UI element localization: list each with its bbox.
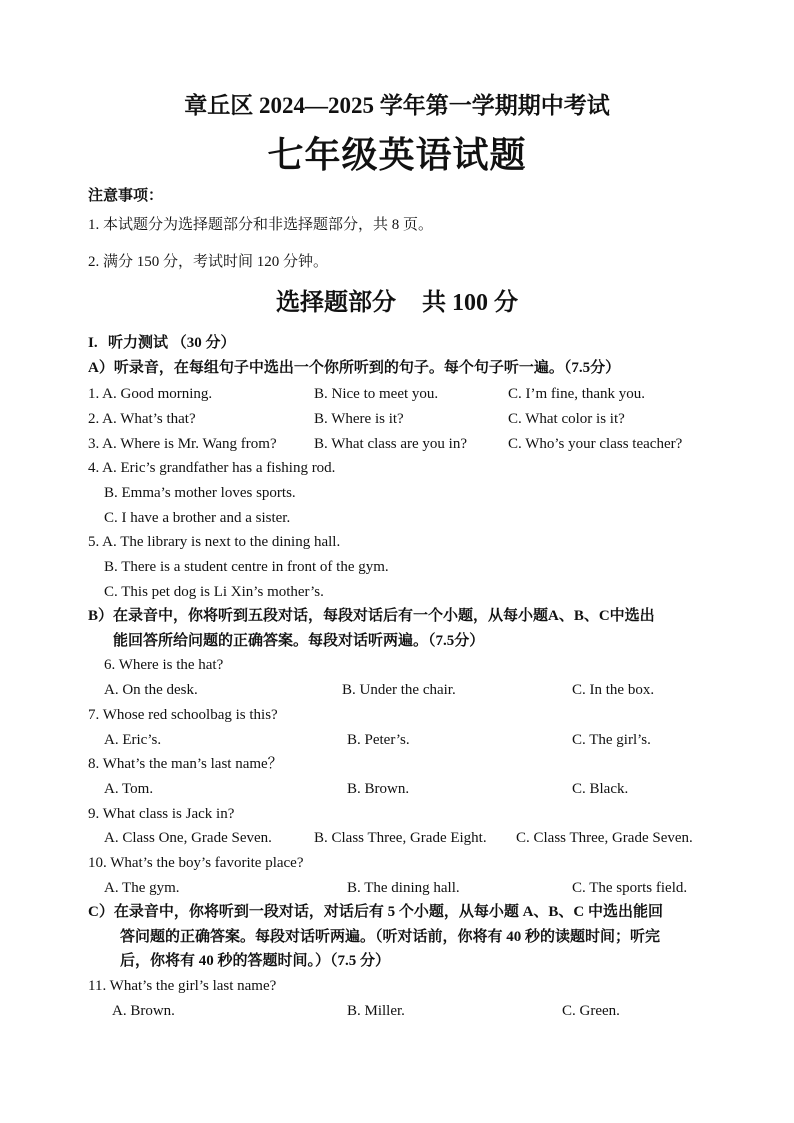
partB-instruction-line1: B）在录音中，你将听到五段对话，每段对话后有一个小题，从每小题A、B、C中选出	[88, 608, 655, 624]
partC-instruction-line3: 后，你将有 40 秒的答题时间。）（7.5 分）	[120, 953, 391, 969]
q3-option-c: C. Who’s your class teacher?	[508, 436, 683, 452]
part1-title: 听力测试 （30 分）	[108, 335, 236, 351]
subject-title: 七年级英语试题	[267, 135, 527, 175]
q3-option-b: B. What class are you in?	[314, 436, 468, 452]
q4-option-b: B. Emma’s mother loves sports.	[104, 485, 296, 501]
q1-option-c: C. I’m fine, thank you.	[508, 386, 646, 402]
q7-option-c: C. The girl’s.	[572, 732, 651, 748]
section-title-part: 选择题部分	[276, 290, 396, 316]
q9-option-a: A. Class One, Grade Seven.	[104, 830, 272, 846]
q6-option-b: B. Under the chair.	[342, 682, 456, 698]
partC-instruction-line2: 答问题的正确答案。每段对话听两遍。（听对话前，你将有 40 秒的读题时间；听完	[120, 929, 661, 945]
q11-option-b: B. Miller.	[347, 1003, 405, 1019]
q4-option-c: C. I have a brother and a sister.	[104, 510, 291, 526]
q2-option-b: B. Where is it?	[314, 411, 404, 427]
q8-option-b: B. Brown.	[347, 781, 410, 797]
q2-option-a: 2. A. What’s that?	[88, 411, 196, 427]
q11-option-c: C. Green.	[562, 1003, 620, 1019]
q10-option-c: C. The sports field.	[572, 880, 688, 896]
q9-stem: 9. What class is Jack in?	[88, 806, 235, 822]
q4-option-a: 4. A. Eric’s grandfather has a fishing rod.	[88, 460, 336, 476]
partA-instruction: A）听录音，在每组句子中选出一个你所听到的句子。每个句子听一遍。（7.5分）	[88, 360, 621, 376]
notes-heading: 注意事项：	[88, 188, 164, 204]
q10-stem: 10. What’s the boy’s favorite place?	[88, 855, 304, 871]
q6-option-c: C. In the box.	[572, 682, 655, 698]
notes-item-1: 1. 本试题分为选择题部分和非选择题部分，共 8 页。	[88, 217, 434, 233]
q5-option-b: B. There is a student centre in front of the gym.	[104, 559, 389, 575]
q3-option-a: 3. A. Where is Mr. Wang from?	[88, 436, 277, 452]
q8-option-c: C. Black.	[572, 781, 629, 797]
q11-stem: 11. What’s the girl’s last name?	[88, 978, 277, 994]
q8-option-a: A. Tom.	[104, 781, 154, 797]
q5-option-c: C. This pet dog is Li Xin’s mother’s.	[104, 584, 324, 600]
q9-option-c: C. Class Three, Grade Seven.	[516, 830, 693, 846]
q10-option-b: B. The dining hall.	[347, 880, 460, 896]
q9-option-b: B. Class Three, Grade Eight.	[314, 830, 487, 846]
partC-instruction-line1: C）在录音中，你将听到一段对话，对话后有 5 个小题，从每小题 A、B、C 中选出能回	[88, 904, 664, 920]
q10-option-a: A. The gym.	[104, 880, 180, 896]
q2-option-c: C. What color is it?	[508, 411, 625, 427]
q1-option-b: B. Nice to meet you.	[314, 386, 439, 402]
section-title-score: 共 100 分	[422, 290, 518, 316]
q7-option-b: B. Peter’s.	[347, 732, 410, 748]
exam-title: 章丘区 2024—2025 学年第一学期期中考试	[184, 93, 610, 118]
q7-stem: 7. Whose red schoolbag is this?	[88, 707, 278, 723]
q1-option-a: 1. A. Good morning.	[88, 386, 213, 402]
section-title	[0, 288, 794, 318]
notes-item-2: 2. 满分 150 分，考试时间 120 分钟。	[88, 254, 329, 270]
partB-instruction-line2: 能回答所给问题的正确答案。每段对话听两遍。（7.5分）	[113, 633, 485, 649]
q6-option-a: A. On the desk.	[104, 682, 198, 698]
q8-stem: 8. What’s the man’s last name？	[88, 756, 283, 772]
q5-option-a: 5. A. The library is next to the dining hall.	[88, 534, 341, 550]
part1-label: I.	[88, 335, 98, 351]
q11-option-a: A. Brown.	[112, 1003, 175, 1019]
q7-option-a: A. Eric’s.	[104, 732, 162, 748]
q6-stem: 6. Where is the hat?	[104, 657, 224, 673]
